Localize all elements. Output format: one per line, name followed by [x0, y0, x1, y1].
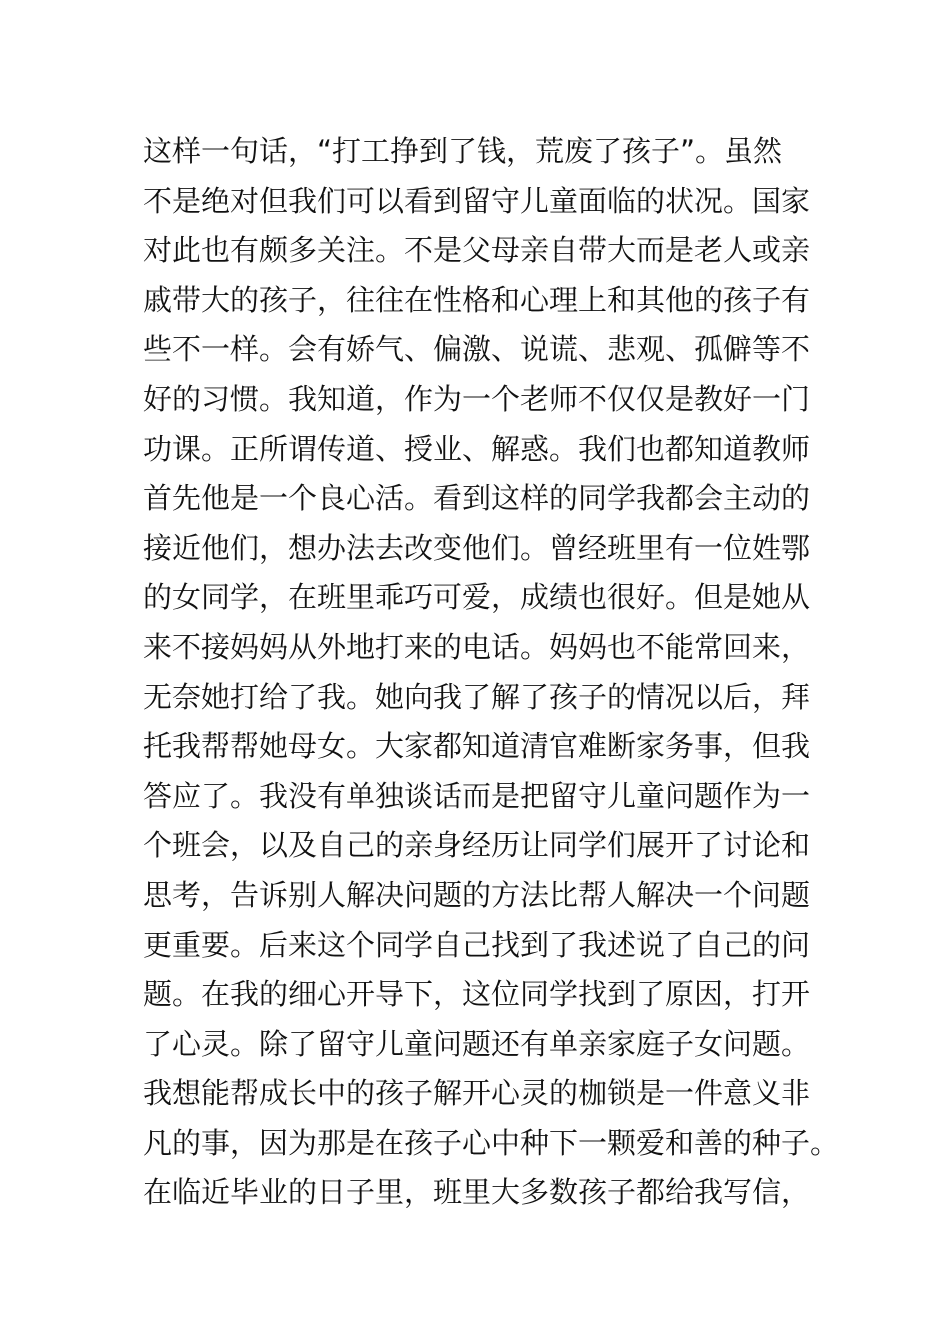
- text-line: 功课。正所谓传道、授业、解惑。我们也都知道教师: [143, 431, 811, 466]
- text-line: 来不接妈妈从外地打来的电话。妈妈也不能常回来，: [143, 629, 811, 664]
- text-line: 对此也有颇多关注。不是父母亲自带大而是老人或亲: [143, 233, 811, 268]
- text-line: 托我帮帮她母女。大家都知道清官难断家务事，但我: [143, 729, 811, 764]
- text-line: 接近他们，想办法去改变他们。曾经班里有一位姓鄂: [143, 530, 811, 565]
- text-line: 这样一句话，“打工挣到了钱，荒废了孩子”。虽然: [143, 134, 783, 168]
- text-line: 个班会，以及自己的亲身经历让同学们展开了讨论和: [143, 828, 811, 863]
- text-line: 更重要。后来这个同学自己找到了我述说了自己的问: [143, 927, 811, 962]
- text-line: 些不一样。会有娇气、偏激、说谎、悲观、孤僻等不: [143, 332, 811, 367]
- text-line: 无奈她打给了我。她向我了解了孩子的情况以后，拜: [143, 679, 811, 714]
- text-line: 戚带大的孩子，往往在性格和心理上和其他的孩子有: [143, 282, 811, 317]
- text-line: 我想能帮成长中的孩子解开心灵的枷锁是一件意义非: [143, 1076, 811, 1111]
- text-line: 首先他是一个良心活。看到这样的同学我都会主动的: [143, 481, 811, 516]
- text-line: 不是绝对但我们可以看到留守儿童面临的状况。国家: [143, 183, 811, 218]
- text-line: 思考，告诉别人解决问题的方法比帮人解决一个问题: [143, 877, 811, 912]
- text-line: 题。在我的细心开导下，这位同学找到了原因，打开: [143, 977, 811, 1012]
- text-line: 的女同学，在班里乖巧可爱，成绩也很好。但是她从: [143, 580, 811, 615]
- text-line: 凡的事，因为那是在孩子心中种下一颗爱和善的种子。: [143, 1125, 840, 1160]
- body-text: [143, 127, 840, 1218]
- text-line: 了心灵。除了留守儿童问题还有单亲家庭子女问题。: [143, 1026, 811, 1061]
- text-line: 答应了。我没有单独谈话而是把留守儿童问题作为一: [143, 778, 811, 813]
- text-line: 好的习惯。我知道，作为一个老师不仅仅是教好一门: [143, 381, 811, 416]
- text-line: 在临近毕业的日子里，班里大多数孩子都给我写信，: [143, 1175, 811, 1210]
